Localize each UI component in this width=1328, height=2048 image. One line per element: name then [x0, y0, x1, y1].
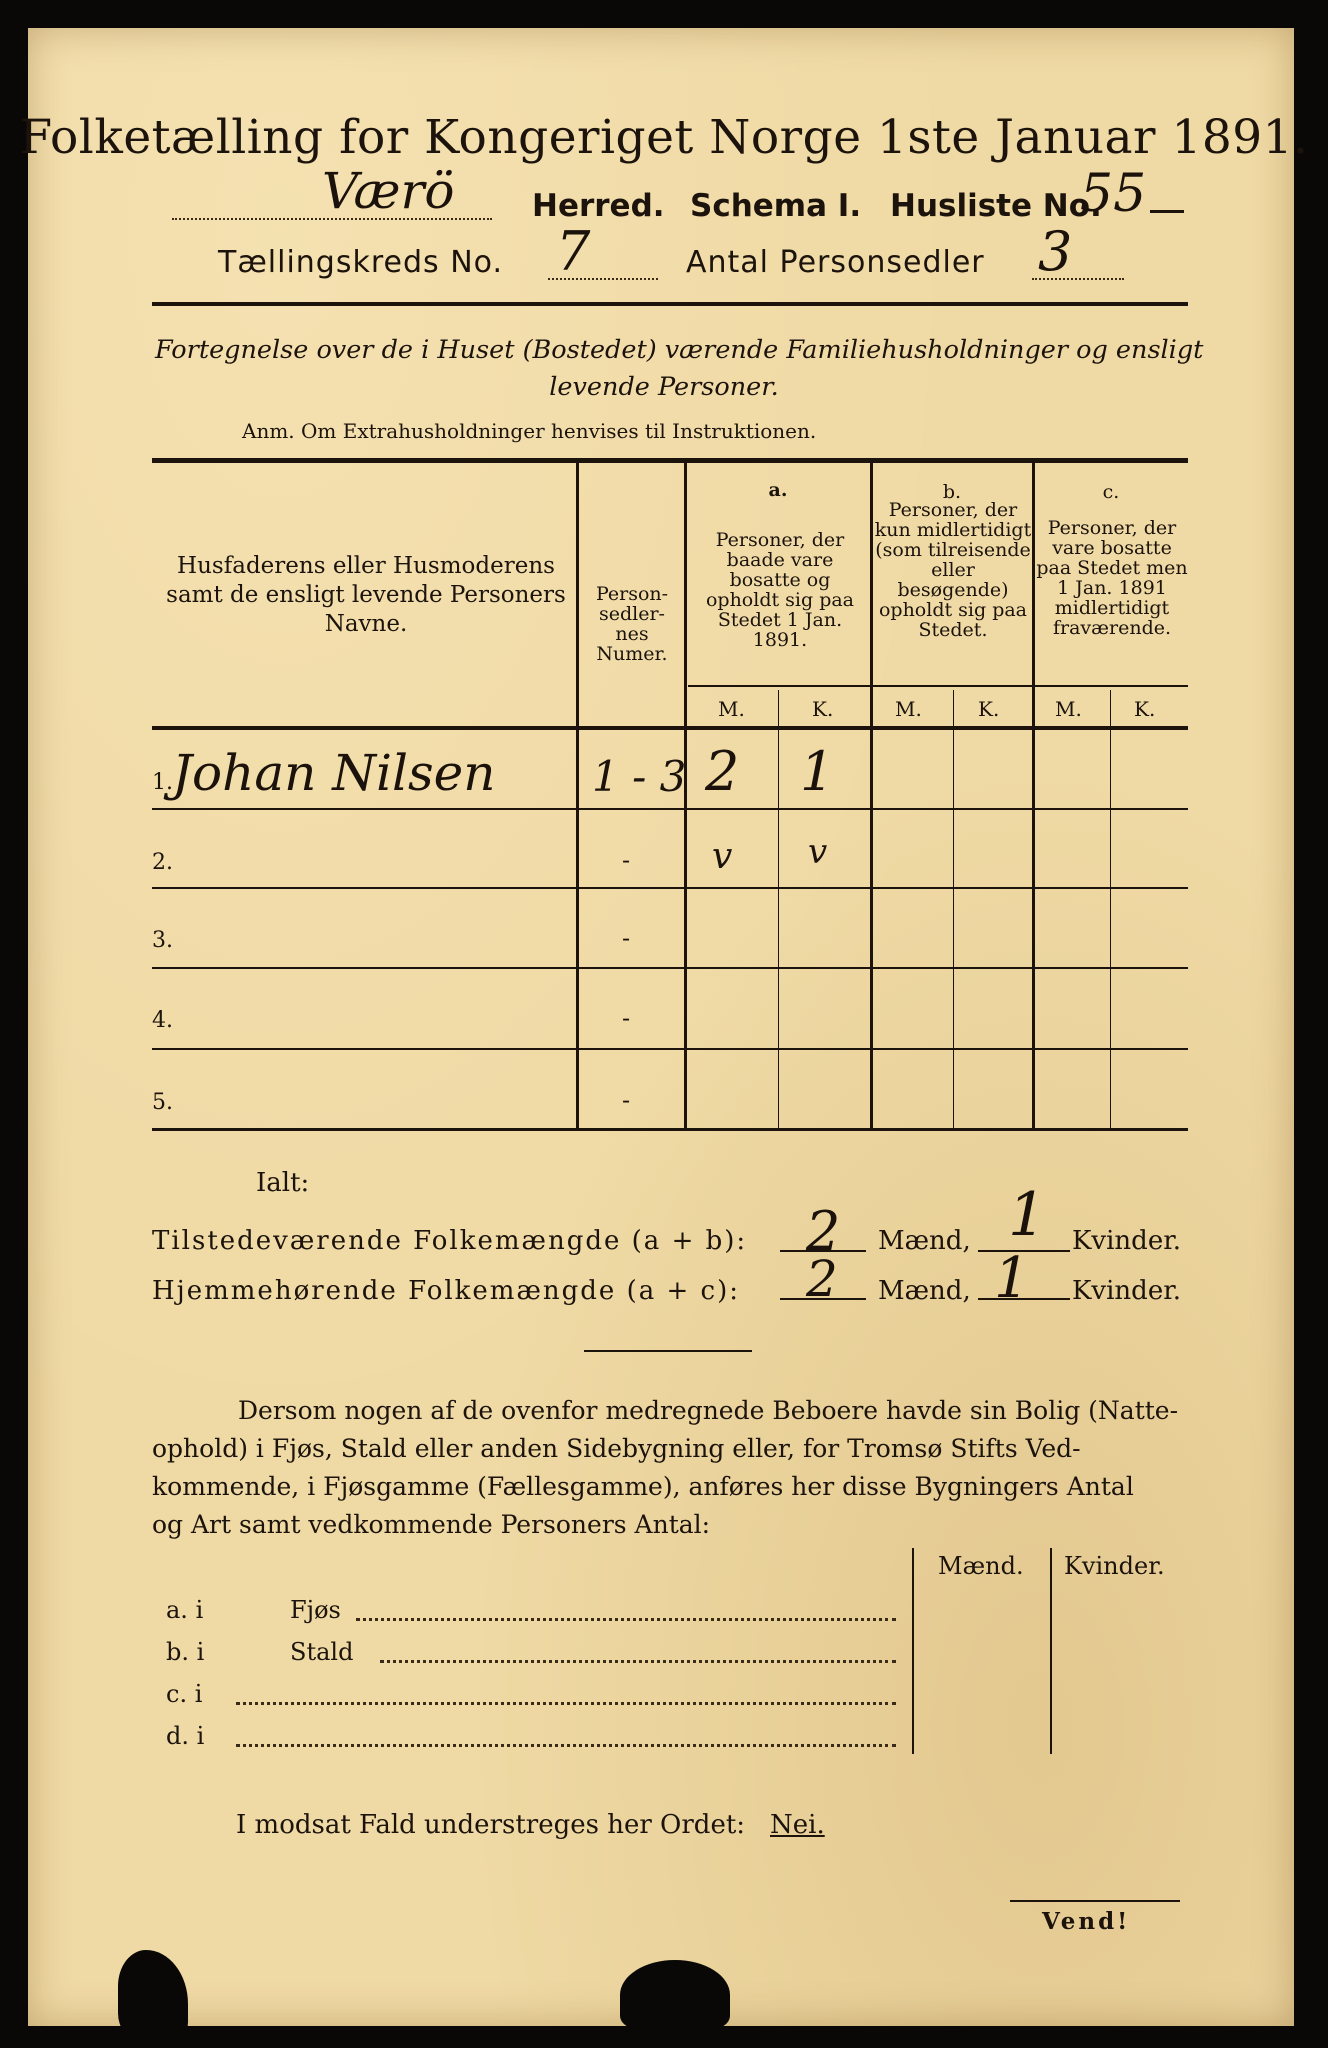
row-2-a-k: v	[808, 832, 828, 872]
tilstede-label: Tilstedeværende Folkemængde (a + b):	[152, 1226, 748, 1256]
col-b-letter: b.	[942, 481, 962, 503]
building-a-letter: a. i	[166, 1596, 204, 1624]
building-b-letter: b. i	[166, 1638, 205, 1666]
building-c-dots	[236, 1702, 896, 1705]
husliste-value: 55	[1080, 164, 1147, 224]
row-5-numer: -	[622, 1086, 631, 1114]
vend-rule	[1010, 1900, 1180, 1902]
row-4-number: 4.	[152, 1008, 173, 1033]
row-1-numer: 1 - 3	[592, 752, 687, 801]
col-b-m: M.	[895, 697, 922, 721]
row-2-number: 2.	[152, 850, 173, 875]
kreds-field	[548, 220, 658, 283]
row-4-numer: -	[622, 1004, 631, 1032]
building-b-label: Stald	[290, 1638, 354, 1666]
row-1-name: Johan Nilsen	[172, 744, 496, 802]
intro-line-2: levende Personer.	[549, 372, 779, 402]
row-5-number: 5.	[152, 1090, 173, 1115]
col-a-m: M.	[718, 697, 745, 721]
building-b-dots	[380, 1660, 896, 1663]
buildings-para-3: kommende, i Fjøsgamme (Fællesgamme), anføres her disse Bygningers Antal	[152, 1472, 1134, 1501]
col-divider-b-mk	[953, 690, 954, 1128]
tilstede-maend-value: 2	[806, 1200, 841, 1263]
vend-label: Vend!	[1042, 1908, 1131, 1935]
footer-nei: Nei.	[770, 1810, 825, 1840]
census-form-paper	[28, 28, 1294, 2026]
herred-value: Værö	[322, 162, 455, 220]
building-d-letter: d. i	[166, 1722, 205, 1750]
buildings-para-1: Dersom nogen af de ovenfor medregnede Beboere havde sin Bolig (Natte-	[238, 1396, 1179, 1425]
anm-note: Anm. Om Extrahusholdninger henvises til Instruktionen.	[242, 419, 817, 443]
buildings-maend-header: Mænd.	[938, 1552, 1024, 1580]
col-divider-c-mk	[1110, 690, 1111, 1128]
col-a-k: K.	[812, 697, 834, 721]
hjemme-kvinder-value: 1	[994, 1246, 1030, 1311]
row-1-number: 1.	[152, 770, 173, 795]
hjemme-kvinder-label: Kvinder.	[1072, 1276, 1182, 1306]
herred-label: Herred.	[532, 188, 665, 224]
buildings-divider-2	[1050, 1548, 1052, 1754]
buildings-divider-1	[912, 1548, 914, 1754]
row-3-numer: -	[622, 924, 631, 952]
col-header-names: Husfaderens eller Husmoderens samt de ensligt levende Personers Navne.	[166, 553, 566, 637]
row-2-a-m: v	[712, 836, 733, 877]
header-rule	[152, 302, 1188, 306]
tilstede-kvinder-label: Kvinder.	[1072, 1226, 1182, 1256]
antal-value: 3	[1038, 220, 1073, 283]
col-divider-names	[576, 462, 579, 1128]
col-c-m: M.	[1055, 697, 1082, 721]
col-divider-b	[1032, 462, 1035, 1128]
schema-label: Schema I.	[690, 188, 862, 224]
col-header-c: Personer, der vare bosatte paa Stedet men 1 Jan. 1891 midlertidigt fraværende.	[1036, 517, 1188, 639]
building-c-letter: c. i	[166, 1680, 203, 1708]
row-1-a-k: 1	[800, 740, 835, 803]
herred-field	[172, 162, 492, 220]
hjemme-maend-label: Mænd,	[878, 1276, 971, 1306]
buildings-para-4: og Art samt vedkommende Personers Antal:	[152, 1510, 711, 1539]
col-a-letter: a.	[768, 479, 788, 501]
col-header-b: Personer, der kun midlertidigt (som tilreisende eller besøgende) opholdt sig paa Stedet.	[874, 499, 1032, 641]
husliste-label: Husliste No.	[890, 188, 1102, 224]
col-header-numer: Person-sedler-nes Numer.	[595, 583, 669, 665]
ink-blot-center	[620, 1960, 730, 2030]
building-d-dots	[236, 1744, 896, 1747]
intro-line-1: Fortegnelse over de i Huset (Bostedet) værende Familiehusholdninger og ensligt	[155, 335, 1204, 365]
kreds-label: Tællingskreds No.	[218, 245, 503, 280]
kreds-value: 7	[556, 220, 591, 283]
col-b-k: K.	[978, 697, 1000, 721]
row-2-numer: -	[622, 846, 631, 874]
section-divider	[584, 1350, 752, 1352]
tilstede-maend-label: Mænd,	[878, 1226, 971, 1256]
col-header-a: Personer, der baade vare bosatte og opholdt sig paa Stedet 1 Jan. 1891.	[705, 529, 855, 651]
antal-field	[1032, 220, 1124, 283]
form-title: Folketælling for Kongeriget Norge 1ste Januar 1891.	[19, 110, 1309, 165]
building-a-label: Fjøs	[290, 1596, 341, 1624]
hjemme-maend-value: 2	[806, 1250, 838, 1308]
antal-label: Antal Personsedler	[686, 245, 985, 280]
col-divider-a-mk	[778, 690, 779, 1128]
col-c-k: K.	[1134, 697, 1156, 721]
buildings-kvinder-header: Kvinder.	[1064, 1552, 1165, 1580]
row-1-a-m: 2	[705, 740, 740, 803]
ialt-label: Ialt:	[256, 1168, 310, 1198]
husliste-dash	[1150, 210, 1184, 213]
col-divider-a	[870, 462, 873, 1128]
mk-top-rule	[688, 685, 1188, 687]
table-bottom-rule	[152, 1128, 1188, 1131]
col-c-letter: c.	[1102, 481, 1120, 503]
buildings-para-2: ophold) i Fjøs, Stald eller anden Sidebygning eller, for Tromsø Stifts Ved-	[152, 1434, 1081, 1463]
row-3-number: 3.	[152, 928, 173, 953]
footer-text: I modsat Fald understreges her Ordet:	[236, 1810, 746, 1840]
hjemme-label: Hjemmehørende Folkemængde (a + c):	[152, 1276, 740, 1306]
tilstede-kvinder-value: 1	[1008, 1180, 1047, 1250]
building-a-dots	[356, 1618, 896, 1621]
